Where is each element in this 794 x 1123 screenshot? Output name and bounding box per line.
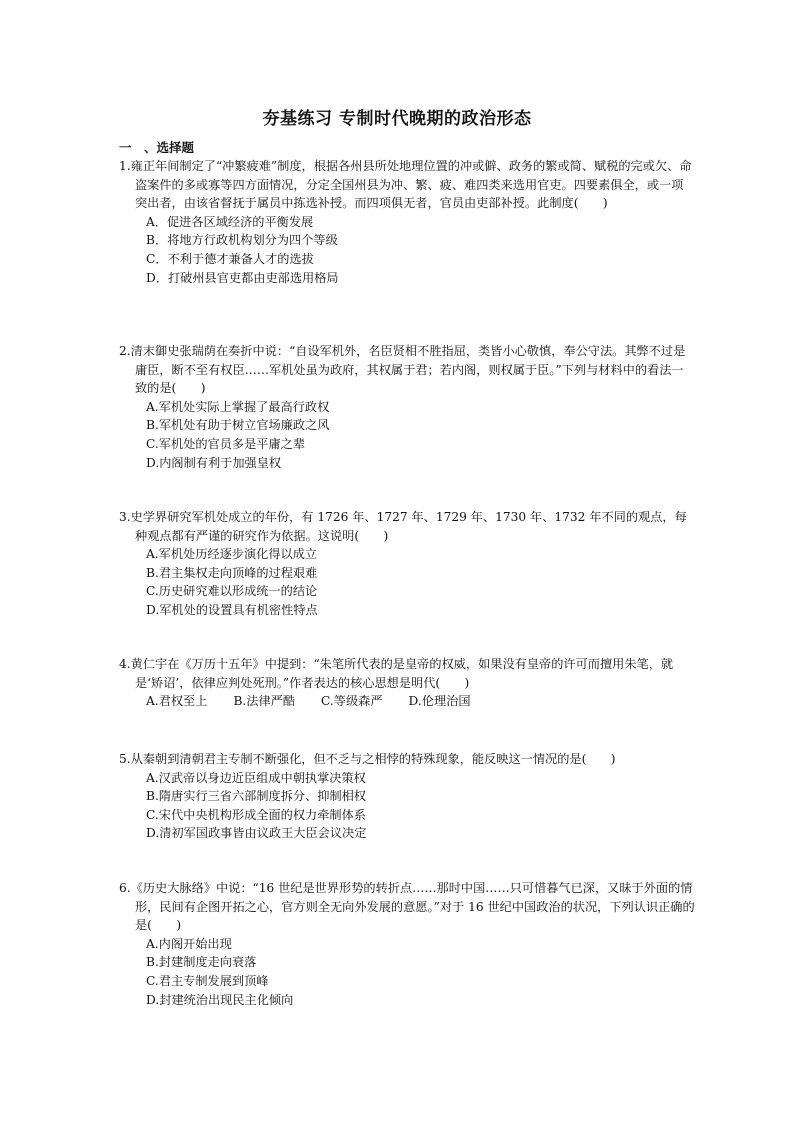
- question-5: [119, 750, 695, 843]
- question-stem: 1.雍正年间制定了“冲繁疲难”制度，根据各州县所处地理位置的冲或僻、政务的繁或简、赋税的完或欠、命盗案件的多或寡等四方面情况，分定全国州县为冲、繁、疲、难四类来选用官吏。四要素俱全，或一项突出者，由该省督抚于属员中拣选补授。而四项俱无者，官员由吏部补授。此制度( ): [119, 159, 692, 211]
- question-stem: 3.史学界研究军机处成立的年份，有 1726 年、1727 年、1729 年、1730 年、1732 年不同的观点，每种观点都有严谨的研究作为依据。这说明( ): [119, 510, 687, 543]
- option-d: D.内阁制有利于加强皇权: [146, 455, 282, 470]
- option-a: A.军机处实际上掌握了最高行政权: [146, 399, 330, 414]
- option-d: D.封建统治出现民主化倾向: [146, 992, 294, 1007]
- option-d: D.伦理治国: [408, 694, 471, 709]
- option-b: B.隋唐实行三省六部制度拆分、抑制相权: [146, 789, 367, 804]
- option-b: B.封建制度走向衰落: [146, 955, 257, 970]
- section-heading: 一 、选择题: [119, 140, 195, 155]
- options-row: [119, 692, 695, 711]
- question-stem: 2.清末御史张瑞荫在奏折中说：“自设军机外，名臣贤相不胜指屈，类皆小心敬慎，奉公守法。其弊不过是庸臣，断不至有权臣……军机处虽为政府，其权属于君；若内阁，则权属于臣。”下列与材料中的看法一致的是( ): [119, 344, 686, 396]
- option-b: B.君主集权走向顶峰的过程艰难: [146, 565, 318, 580]
- question-1: [119, 157, 695, 287]
- question-6: [119, 879, 695, 1009]
- question-4: [119, 655, 695, 711]
- option-b: B．将地方行政机构划分为四个等级: [146, 233, 338, 248]
- option-a: A．促进各区域经济的平衡发展: [146, 214, 314, 229]
- option-b: B.法律严酷: [233, 694, 296, 709]
- question-stem: 5.从秦朝到清朝君主专制不断强化，但不乏与之相悖的特殊现象，能反映这一情况的是( ): [119, 752, 616, 766]
- question-2: [119, 342, 695, 472]
- option-c: C．不利于德才兼备人才的选拔: [146, 251, 314, 266]
- option-c: C.宋代中央机构形成全面的权力牵制体系: [146, 807, 366, 822]
- question-3: [119, 508, 695, 620]
- option-c: C.军机处的官员多是平庸之辈: [146, 436, 306, 451]
- option-a: A.君权至上: [146, 694, 208, 709]
- option-c: C.历史研究难以形成统一的结论: [146, 584, 318, 599]
- option-d: D.清初军国政事皆由议政王大臣会议决定: [146, 826, 367, 841]
- option-c: C.君主专制发展到顶峰: [146, 973, 269, 988]
- option-d: D.军机处的设置具有机密性特点: [146, 602, 318, 617]
- question-stem: 6.《历史大脉络》中说：“16 世纪是世界形势的转折点……那时中国……只可惜暮气已深，又昧于外面的情形，民间有企图开拓之心，官方则全无向外发展的意愿。”对于 16 世纪中国政治的状况，下列认识正确的是( ): [119, 881, 695, 933]
- question-stem: 4.黄仁宇在《万历十五年》中提到：“朱笔所代表的是皇帝的权威，如果没有皇帝的许可而擅用朱笔，就是‘矫诏’，依律应判处死刑。”作者表达的核心思想是明代( ): [119, 657, 674, 690]
- option-a: A.内阁开始出现: [146, 936, 232, 951]
- option-a: A.汉武帝以身边近臣组成中朝执掌决策权: [146, 770, 366, 785]
- option-d: D．打破州县官吏都由吏部选用格局: [146, 270, 339, 285]
- option-a: A.军机处历经逐步演化得以成立: [146, 547, 318, 562]
- option-b: B.军机处有助于树立官场廉政之风: [146, 418, 330, 433]
- option-c: C.等级森严: [321, 694, 383, 709]
- page-title: 夯基练习 专制时代晚期的政治形态: [262, 109, 532, 129]
